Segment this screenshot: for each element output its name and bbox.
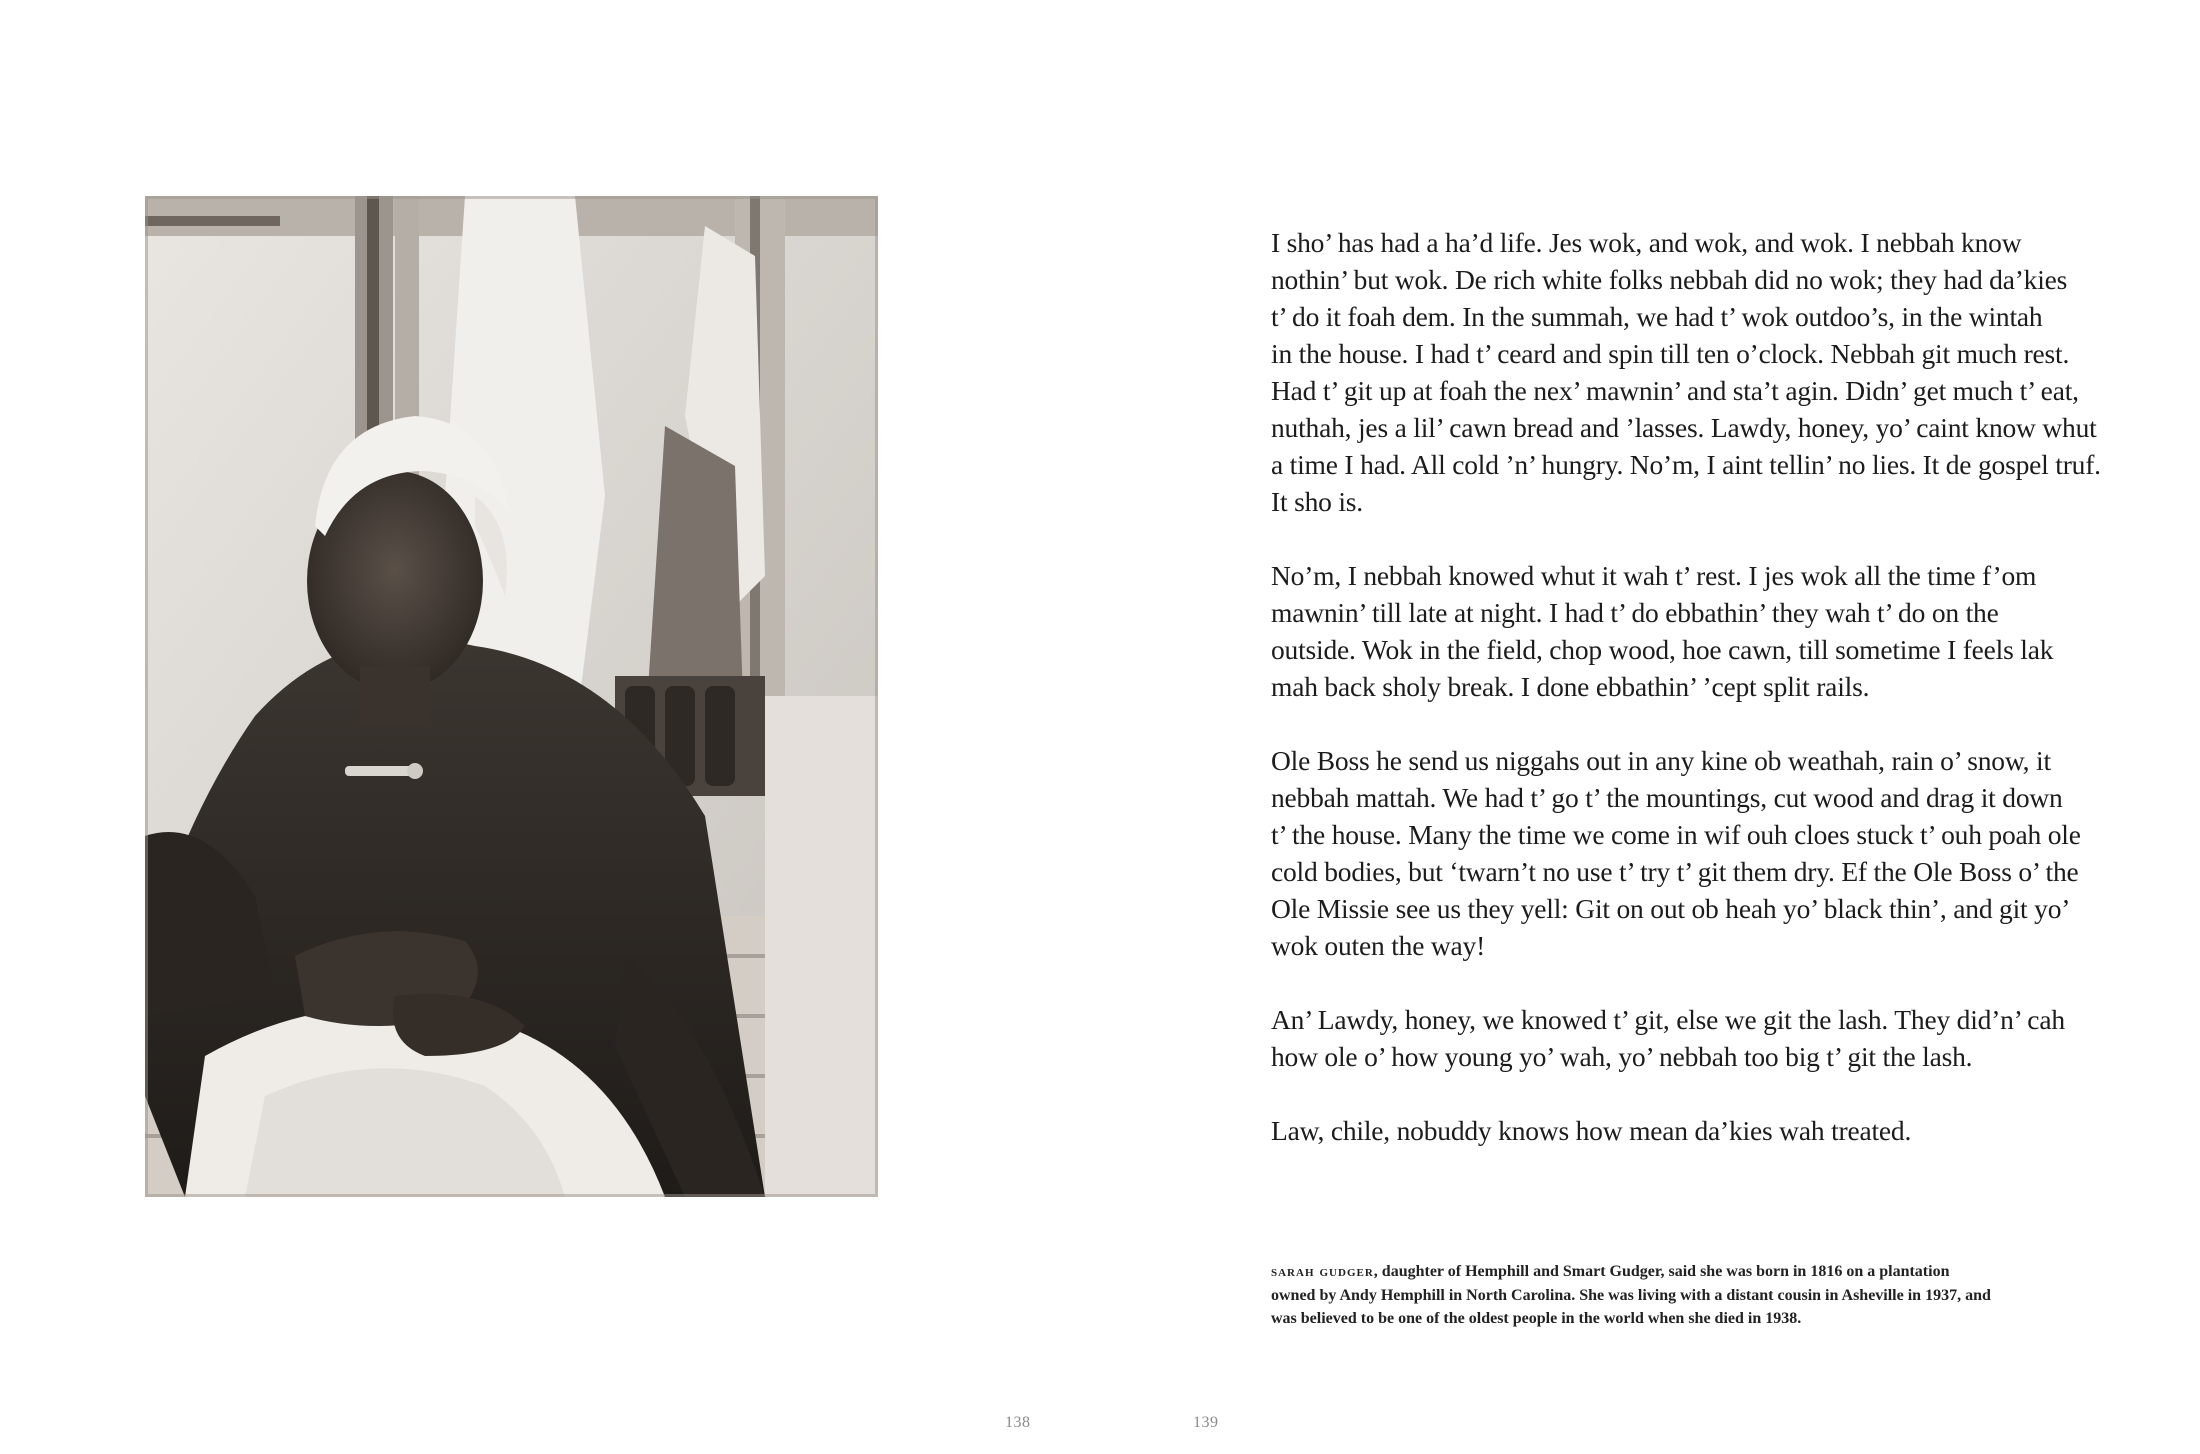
text-line: in the house. I had t’ ceard and spin till ten o’clock. Nebbah git much rest. [1271, 338, 2070, 369]
page-number-left: 138 [1005, 1414, 1031, 1431]
text-line: nebbah mattah. We had t’ go t’ the mountings, cut wood and drag it down [1271, 782, 2063, 813]
text-line: mah back sholy break. I done ebbathin’ ’cept split rails. [1271, 671, 1870, 702]
portrait-photograph-icon [145, 196, 878, 1197]
text-line: Ole Boss he send us niggahs out in any kine ob weathah, rain o’ snow, it [1271, 745, 2051, 776]
text-line: wok outen the way! [1271, 930, 1486, 961]
caption-line-2: owned by Andy Hemphill in North Carolina. She was living with a distant cousin in Asheville in 1937, and [1271, 1286, 1991, 1304]
text-line: outside. Wok in the field, chop wood, hoe cawn, till sometime I feels lak [1271, 634, 2054, 665]
text-line: mawnin’ till late at night. I had t’ do ebbathin’ they wah t’ do on the [1271, 597, 1999, 628]
paragraph-1 [1271, 224, 2200, 520]
paragraph-3 [1271, 742, 2200, 964]
text-line: I sho’ has had a ha’d life. Jes wok, and wok, and wok. I nebbah know [1271, 227, 2022, 258]
text-line: a time I had. All cold ’n’ hungry. No’m, I aint tellin’ no lies. It de gospel truf. [1271, 449, 2101, 480]
caption-line-1 [1271, 1260, 2200, 1284]
paragraph-5 [1271, 1112, 2200, 1149]
paragraph-2 [1271, 557, 2200, 705]
narrative-text [1271, 224, 2200, 1186]
text-line: cold bodies, but ‘twarn’t no use t’ try t’ git them dry. Ef the Ole Boss o’ the [1271, 856, 2079, 887]
text-line: Ole Missie see us they yell: Git on out ob heah yo’ black thin’, and git yo’ [1271, 893, 2071, 924]
text-line: Law, chile, nobuddy knows how mean da’kies wah treated. [1271, 1115, 1912, 1146]
text-line: nothin’ but wok. De rich white folks nebbah did no wok; they had da’kies [1271, 264, 2068, 295]
caption-text: , daughter of Hemphill and Smart Gudger, said she was born in 1816 on a plantation [1373, 1263, 1950, 1280]
caption-name: sarah gudger [1271, 1263, 1374, 1280]
page-number-right: 139 [1193, 1414, 1219, 1431]
text-line: t’ the house. Many the time we come in wif ouh cloes stuck t’ ouh poah ole [1271, 819, 2081, 850]
text-line: how ole o’ how young yo’ wah, yo’ nebbah too big t’ git the lash. [1271, 1041, 1973, 1072]
paragraph-4 [1271, 1001, 2200, 1075]
biographical-caption [1271, 1260, 2200, 1331]
text-line: It sho is. [1271, 486, 1363, 517]
text-line: An’ Lawdy, honey, we knowed t’ git, else we git the lash. They did’n’ cah [1271, 1004, 2065, 1035]
text-line: No’m, I nebbah knowed whut it wah t’ rest. I jes wok all the time f’om [1271, 560, 2037, 591]
right-page [1100, 0, 2200, 1454]
text-line: nuthah, jes a lil’ cawn bread and ’lasses. Lawdy, honey, yo’ caint know whut [1271, 412, 2097, 443]
text-line: Had t’ git up at foah the nex’ mawnin’ and sta’t agin. Didn’ get much t’ eat, [1271, 375, 2079, 406]
caption-line-3: was believed to be one of the oldest people in the world when she died in 1938. [1271, 1310, 1802, 1327]
portrait-photograph [145, 196, 878, 1197]
text-line: t’ do it foah dem. In the summah, we had t’ wok outdoo’s, in the wintah [1271, 301, 2043, 332]
